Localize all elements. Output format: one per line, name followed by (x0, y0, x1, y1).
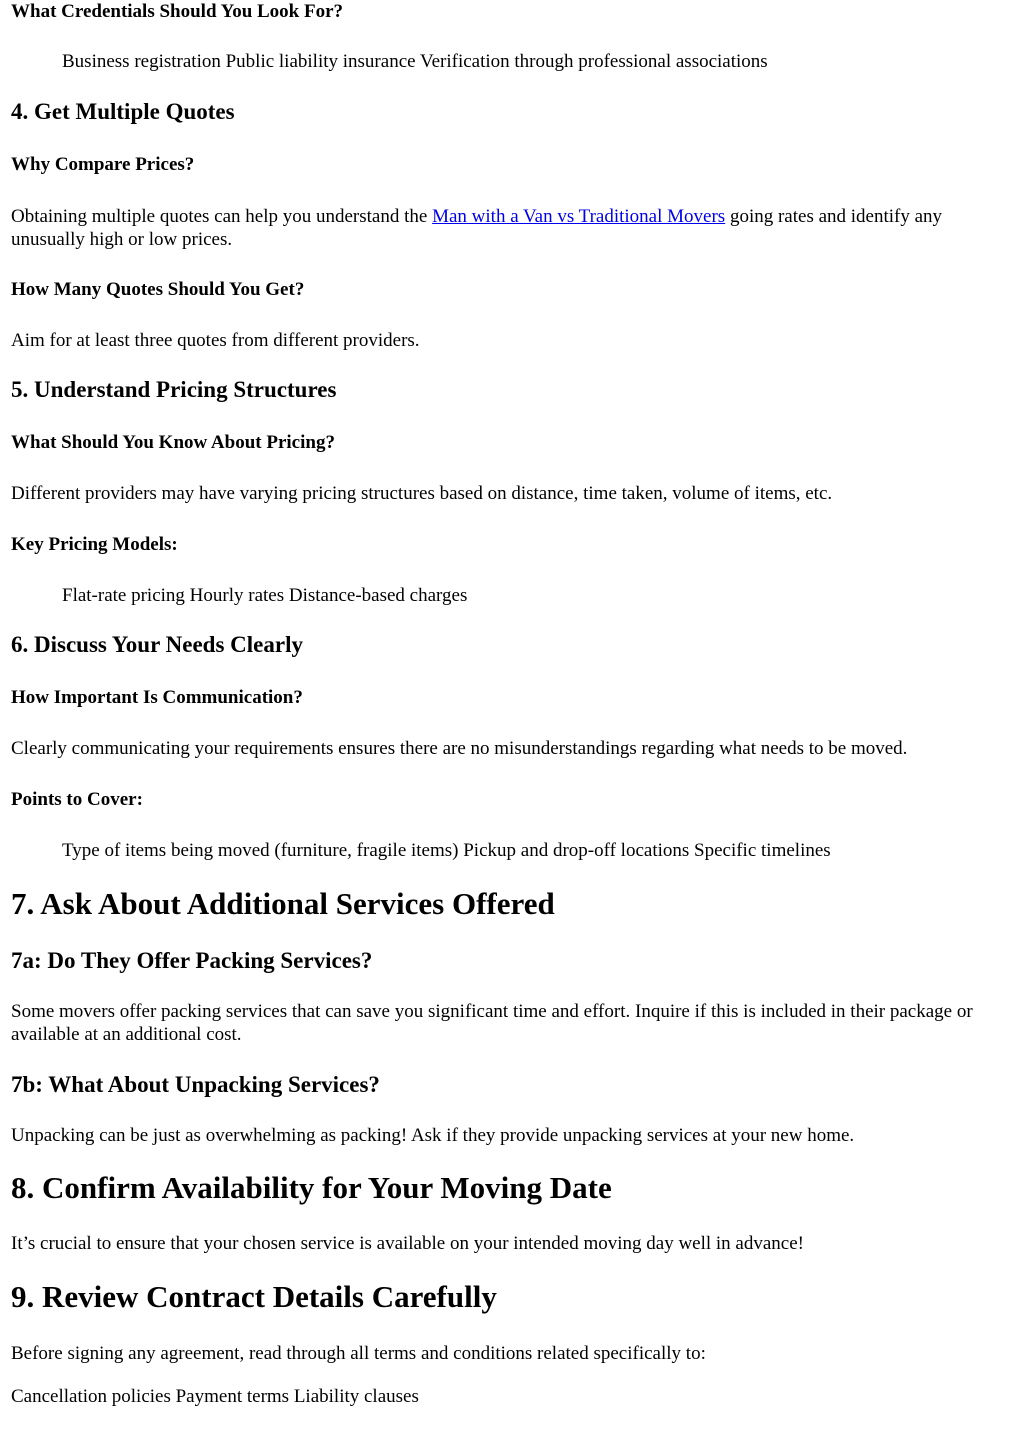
points-to-cover-list: Type of items being moved (furniture, fragile items) Pickup and drop-off locations Specific timelines (62, 840, 831, 861)
unpacking-services-text: Unpacking can be just as overwhelming as packing! Ask if they provide unpacking services at your new home. (11, 1125, 855, 1146)
pricing-know-text: Different providers may have varying pricing structures based on distance, time taken, volume of items, etc. (11, 483, 833, 504)
communication-text: Clearly communicating your requirements ensures there are no misunderstandings regarding what needs to be moved. (11, 738, 908, 759)
why-compare-text-before: Obtaining multiple quotes can help you understand the (11, 206, 433, 227)
why-compare-text (11, 205, 1001, 251)
how-many-quotes-text: Aim for at least three quotes from different providers. (11, 330, 420, 351)
contract-list: Cancellation policies Payment terms Liability clauses (11, 1386, 419, 1407)
contract-text: Before signing any agreement, read through all terms and conditions related specifically to: (11, 1343, 706, 1364)
section-4-title: 4. Get Multiple Quotes (11, 99, 235, 124)
why-compare-heading: Why Compare Prices? (11, 154, 195, 175)
section-6-title: 6. Discuss Your Needs Clearly (11, 632, 303, 657)
section-9-title: 9. Review Contract Details Carefully (11, 1279, 497, 1314)
pricing-know-heading: What Should You Know About Pricing? (11, 432, 335, 453)
availability-text: It’s crucial to ensure that your chosen service is available on your intended moving day well in advance! (11, 1233, 804, 1254)
how-many-quotes-heading: How Many Quotes Should You Get? (11, 279, 305, 300)
section-7-title: 7. Ask About Additional Services Offered (11, 886, 555, 921)
unpacking-services-heading: 7b: What About Unpacking Services? (11, 1072, 380, 1097)
man-with-van-link[interactable]: Man with a Van vs Traditional Movers (432, 206, 726, 227)
pricing-models-heading: Key Pricing Models: (11, 534, 178, 555)
packing-services-text: Some movers offer packing services that can save you significant time and effort. Inquire if this is included in their package or available at an additional cost. (11, 1001, 973, 1045)
credentials-heading: What Credentials Should You Look For? (11, 1, 344, 22)
pricing-models-list: Flat-rate pricing Hourly rates Distance-based charges (62, 585, 468, 606)
packing-services-heading: 7a: Do They Offer Packing Services? (11, 948, 373, 973)
communication-heading: How Important Is Communication? (11, 687, 303, 708)
credentials-list: Business registration Public liability insurance Verification through professional associations (62, 51, 768, 72)
section-8-title: 8. Confirm Availability for Your Moving Date (11, 1170, 612, 1205)
section-5-title: 5. Understand Pricing Structures (11, 377, 337, 402)
why-compare-text-after: going rates and identify any unusually high or low prices. (11, 206, 943, 250)
points-to-cover-heading: Points to Cover: (11, 789, 143, 810)
